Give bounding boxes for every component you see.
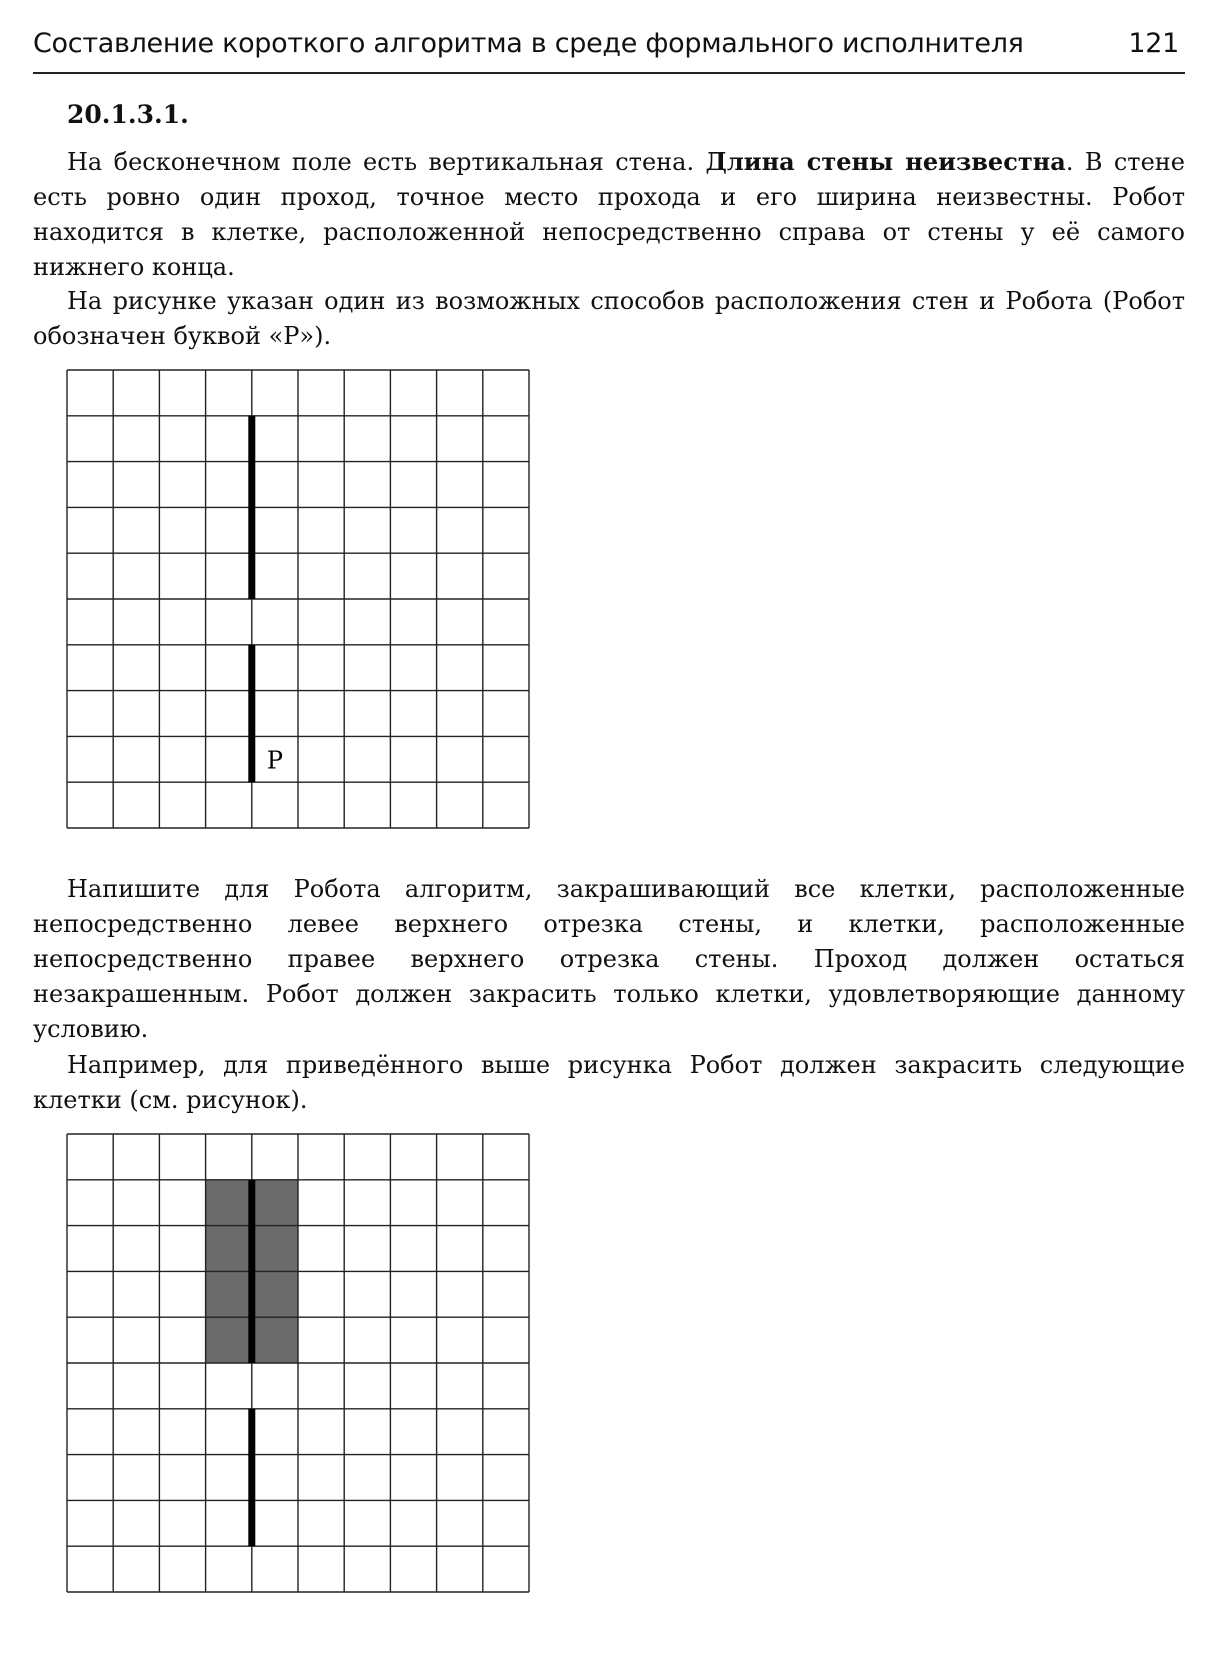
painted-cell bbox=[206, 1180, 252, 1226]
paragraph-task: Напишите для Робота алгоритм, закрашивающий все клетки, расположенные непосредственно левее верхнего отрезка стены, и клетки, расположенные непосредственно правее верхнего отрезка стены. Проход должен остаться незакрашенным. Робот должен закрасить только клетки, удовлетворяющие данному условию. bbox=[33, 875, 1185, 1043]
figure-result-field bbox=[66, 1133, 531, 1595]
paragraph-condition bbox=[33, 144, 1185, 285]
condition-text-a: На бесконечном поле есть вертикальная стена. bbox=[67, 148, 706, 176]
figure-initial-field bbox=[66, 369, 531, 831]
condition-text-bold: Длина стены неизвестна bbox=[705, 147, 1066, 176]
painted-cell bbox=[206, 1226, 252, 1272]
page-number: 121 bbox=[1128, 28, 1179, 59]
painted-cell bbox=[206, 1271, 252, 1317]
painted-cell bbox=[252, 1317, 298, 1363]
chapter-title: Составление короткого алгоритма в среде формального исполнителя bbox=[33, 28, 1024, 59]
field-grid-initial bbox=[66, 369, 531, 831]
task-number: 20.1.3.1. bbox=[67, 100, 189, 129]
robot-marker: Р bbox=[266, 746, 283, 775]
condition-text-b: . В стене есть ровно один проход, точное место прохода и его ширина неизвестны. Робот находится в клетке, расположенной непосредственно справа от стены у её самого нижнего конца. bbox=[33, 148, 1185, 281]
painted-cell bbox=[252, 1180, 298, 1226]
paragraph-example: Например, для приведённого выше рисунка Робот должен закрасить следующие клетки (см. рисунок). bbox=[33, 1051, 1185, 1114]
running-head bbox=[33, 22, 1185, 74]
painted-cell bbox=[252, 1226, 298, 1272]
painted-cell bbox=[206, 1317, 252, 1363]
paragraph-figure-intro: На рисунке указан один из возможных способов расположения стен и Робота (Робот обозначен буквой «Р»). bbox=[33, 287, 1185, 350]
painted-cell bbox=[252, 1271, 298, 1317]
field-grid-result bbox=[66, 1133, 531, 1595]
